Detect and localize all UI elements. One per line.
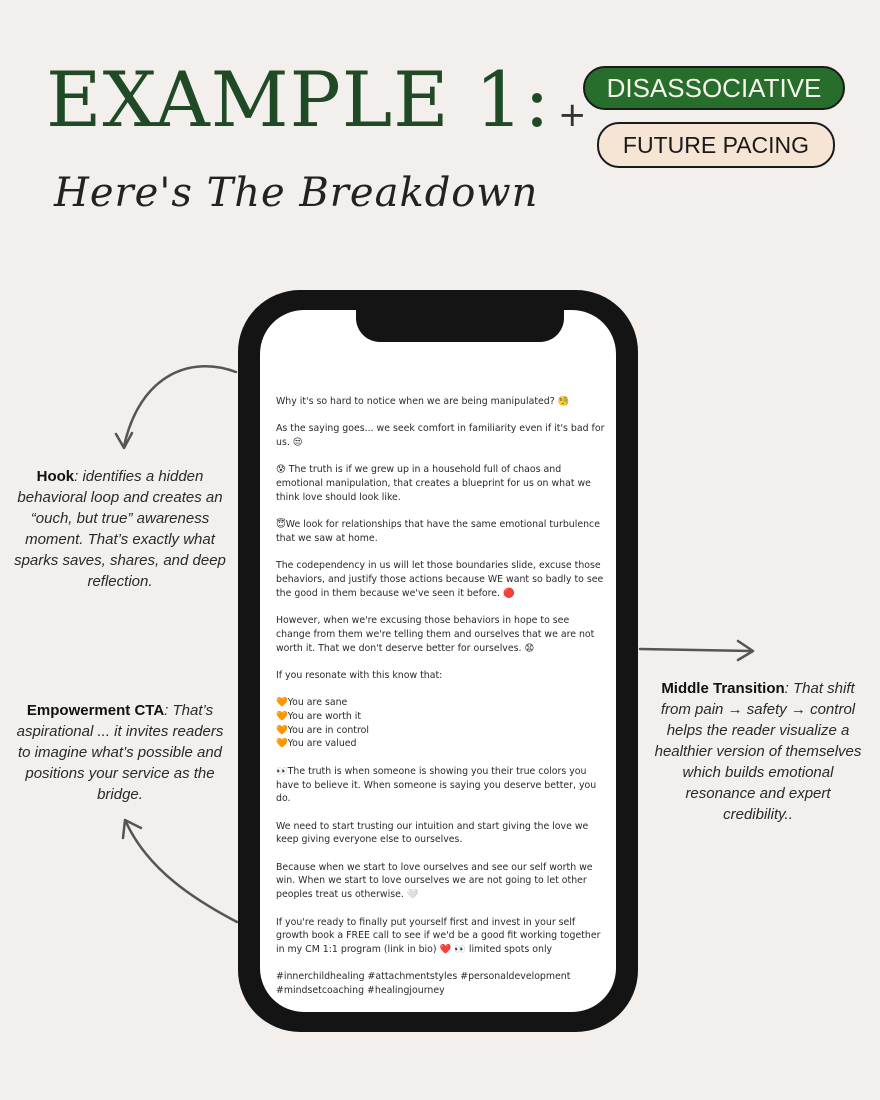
tag-disassociative: DISASSOCIATIVE [583, 66, 845, 110]
hook-text: : identifies a hidden behavioral loop and creates an “ouch, but true” awareness moment. That’s exactly what sparks saves, shares, and deep reflection. [14, 468, 226, 590]
middle-label: Middle Transition [661, 680, 785, 697]
curved-arrow-icon [116, 433, 132, 448]
middle-transition-annotation [650, 678, 866, 825]
affirmation-item: 🧡You are valued [276, 738, 357, 750]
phone-mockup [238, 290, 638, 1032]
hook-label: Hook [36, 468, 75, 485]
page-title: EXAMPLE 1: [46, 55, 551, 144]
cta-text: : That’s aspirational ... it invites readers to imagine what’s possible and positions your service as the bridge. [16, 702, 224, 803]
post-caption [276, 395, 606, 1011]
curved-arrow-icon [126, 822, 237, 922]
affirmation-list [276, 696, 606, 751]
phone-screen [260, 310, 616, 1012]
affirmation-item: 🧡You are worth it [276, 711, 362, 723]
post-hashtags: #innerchildhealing #attachmentstyles #personaldevelopment #mindsetcoaching #healingjourney [276, 971, 571, 997]
right-arrow-icon [640, 649, 752, 651]
post-paragraph: If you resonate with this know that: [276, 669, 443, 681]
post-paragraph: 👀The truth is when someone is showing you their true colors you have to believe it. When someone is saying you deserve better, you do. [276, 765, 597, 805]
hook-annotation [14, 466, 226, 592]
post-paragraph: Because when we start to love ourselves and see our self worth we win. When we start to love ourselves we are not going to let other peoples treat us otherwise. 🤍 [276, 861, 593, 901]
post-paragraph: If you're ready to finally put yourself first and invest in your self growth book a FREE call to see if we'd be a good fit working together in my CM 1:1 program (link in bio) ❤️ 👀 limited spots only [276, 916, 601, 955]
post-paragraph: We need to start trusting our intuition and start giving the love we keep giving everyone else to ourselves. [276, 820, 589, 846]
post-paragraph: Why it's so hard to notice when we are being manipulated? 🧐 [276, 396, 570, 407]
post-paragraph: The codependency in us will let those boundaries slide, excuse those behaviors, and justify those actions because WE want so badly to see the good in them because we've seen it before. 🔴 [276, 560, 604, 599]
curved-arrow-icon [124, 366, 236, 446]
middle-text: : That shift from pain → safety → control helps the reader visualize a healthier version of themselves which builds emotional resonance and expert credibility.. [654, 680, 862, 823]
phone-notch [356, 310, 564, 342]
post-paragraph: 😰 The truth is if we grew up in a household full of chaos and emotional manipulation, that creates a blueprint for us on what we think love should look like. [276, 464, 591, 503]
post-paragraph: However, when we're excusing those behaviors in hope to see change from them we're telling them and ourselves that we are not worth it. That we don't deserve better for ourselves. 😧 [276, 615, 595, 654]
tag-future-pacing: FUTURE PACING [597, 122, 835, 168]
cta-label: Empowerment CTA [26, 702, 165, 719]
affirmation-item: 🧡You are in control [276, 724, 369, 736]
post-paragraph: 😇We look for relationships that have the same emotional turbulence that we saw at home. [276, 519, 600, 544]
post-paragraph: As the saying goes... we seek comfort in familiarity even if it's bad for us. 😒 [276, 423, 605, 449]
affirmation-item: 🧡You are sane [276, 697, 348, 709]
page-subtitle: Here's The Breakdown [54, 170, 539, 216]
plus-sign: + [558, 95, 587, 135]
cta-annotation [14, 700, 226, 805]
